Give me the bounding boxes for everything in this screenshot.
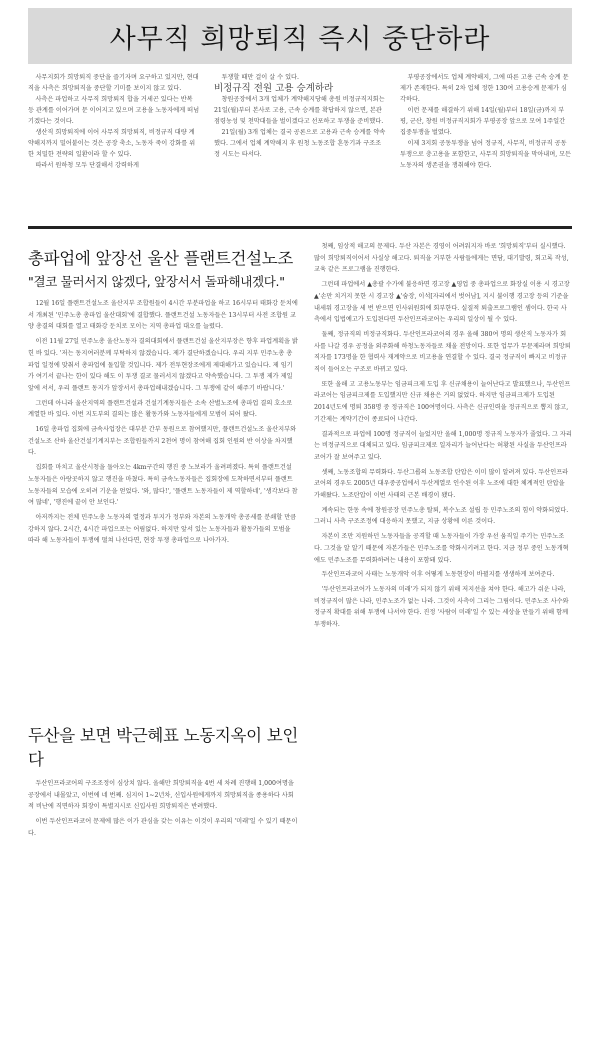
paragraph: 둘째, 정규직의 비정규직화다. 두산인프라코어의 경우 올해 380여 명의 생산직 노동자가 회사를 나갈 경우 공정을 외주화해 하청노동자들로 채울 전망이다. 또한 업무가 무문제라며 희망퇴직자를 173명을 한 협력사 재계약으로 비고용을 연결할 수 있다. 결국 정규직이 빠지고 비정규직이 들어오는 구조로 바뀌고 있다. xyxy=(314,330,571,374)
paragraph: 사측은 파업하고 사무직 희망퇴직 합을 거세곤 있다는 반복 등 관계를 이어가며 문 이어지고 있으며 고용을 노동자에게 떠넘기겠다는 것이다. xyxy=(28,96,200,125)
top-article-col3 xyxy=(400,72,572,222)
paragraph: '두산인프라코어가 노동자의 미래'가 되지 않기 위해 저지선을 쳐야 한다. 해고가 쉬운 나라, 비정규직이 많은 나라, 민주노조가 없는 나라. 그것이 사측이 그리는 그림이다. 민주노조 사수와 정규직 확대를 위해 투쟁에 나서야 한다. 진정 '사람이 미래'일 수 있는 세상을 만들기 위해 함께 투쟁하자. xyxy=(314,585,569,629)
banner-title: 사무직 희망퇴직 즉시 중단하라 xyxy=(109,23,491,55)
article-body-plant xyxy=(28,298,298,712)
paragraph: 그런데 파업에서 ▲총괄 수가에 불응하면 경고장 ▲영업 중 총파업으로 화장실 이용 시 경고장 ▲'손만 치거지 못한 시 경고장 ▲'숨장, 이석[자리에서 벗어남], 지시 불이행 경고장 등의 기준을 내세워 경고장을 세 번 받으면 인사위원회에 회부한다. 실질적 퇴출프로그램인 셈이다. 한국 사측에서 입법예고가 도입된다면 두산인프라코어는 우리의 일상이 될 수 있다. xyxy=(314,281,570,324)
left-column xyxy=(28,235,298,1056)
paragraph: 따라서 원하청 모두 단결해서 강력하게 xyxy=(35,162,139,169)
right-column xyxy=(314,235,572,1056)
paragraph: 두산인프라코어 사태는 노동개악 이후 어떻게 노동현장이 바뀔지를 생생하게 보여준다. xyxy=(321,571,555,579)
paragraph: 집회를 마치고 울산시청을 돌아오는 4km구간의 행진 중 노보라가 울려퍼졌다. 특히 플랜트건설 노동자들은 아랑곳하지 않고 행진을 마쳤다. 특히 금속노동자들은 집회장에 도착하면서부터 플랜트 노동자들의 모습에 오히려 기운을 얻었다. '와, 많다!', '플랜트 노동자들이 제 역할하네', '생각보다 참여 많네', '행진에 끝이 안 보인다.' xyxy=(28,464,298,507)
paragraph: 부평공장에서도 업체 계약해지, 그에 따른 고용 근속 승계 문제가 존재한다. 특히 2차 업체 정한 130여 고용승계 문제가 심각하다. xyxy=(400,74,569,103)
paragraph: 사무지회가 희망퇴직 중단을 즐기자며 요구하고 있지만, 현대직을 사측은 희망퇴직을 중단할 기미를 보이지 않고 있다. xyxy=(28,74,199,92)
paragraph: 결과적으로 파업에 100명 정규직이 늘었지만 올해 1,000명 정규직 노동자가 줄었다. 그 자리는 비정규직으로 대체되고 있다. 임금피크제로 일자리가 늘어난다는 허황된 사실을 두산인프라코어가 잘 보여주고 있다. xyxy=(314,430,572,461)
paragraph: 이번 두산인프라코어 문제에 많은 이가 관심을 갖는 이유는 이것이 우리의 '미래'일 수 있기 때문이다. xyxy=(28,818,298,837)
bottom-section xyxy=(28,235,572,1056)
paragraph: 또한 올해 고 고용노동부는 임금피크제 도입 후 신규채용이 늘어난다고 발표했으나, 두산인프라코어는 임금피크제를 도입했지만 신규 채용은 거의 없었다. 하지만 임금피크제가 도입된 2014년도에 명퇴 358명 중 정규직은 100여명이다. 사측은 신규인력을 정규직으로 뽑지 않고, 기간제는 계약기간이 종료되어 나간다. xyxy=(314,380,571,423)
paragraph: 16일 총파업 집회에 금속사업장은 대부분 간부 동원으로 참여했지만, 플랜트건설노조 울산지부와 건설노조 산하 울산건설기계지부는 조합원들까지 2천여 명이 참여해 집회 인원의 반 이상을 차지했다. xyxy=(28,426,297,457)
paragraph: 이제 3지회 공동투쟁을 넘어 정규직, 사무직, 비정규직 공동투쟁으로 충고용을 포함한고, 사무직 희망퇴직을 막아내며, 모든 노동자의 생존권을 쟁취해야 한다. xyxy=(400,140,572,169)
article-subheadline: "결코 물러서지 않겠다, 앞장서서 돌파해내겠다." xyxy=(28,274,285,289)
paragraph: 첫째, 임상적 해고의 문제다. 두산 자본은 경영이 어려워지자 바로 '희망퇴직'부터 실시했다. 많이 희망퇴직이어서 사실상 해고다. 퇴직을 거부한 사람들에게는 면담, 대기발령, 회고록 작성, 교육 같은 프로그램을 진행한다. xyxy=(314,243,569,274)
subheading: 비정규직 전원 고용 승계하라 xyxy=(214,83,334,94)
paragraph: 생산직 희망퇴직에 이어 사무직 희망퇴직, 비정규직 대량 계약해지까지 밀어붙이는 것은 공장 축소, 노동자 죽이 강화를 위한 치밀한 전략의 일환이라 할 수 있다. xyxy=(28,129,196,158)
paragraph: 그런데 아니라 울산지역의 플랜트건설과 건설기계동지들은 소속 산별노조에 총파업 결의 호소로 계열한 바 있다. 이번 지도부의 결의는 많은 활동가와 노동자들에게 모범이 되어 왔다. xyxy=(28,399,293,419)
article-headline: 총파업에 앞장선 울산 플랜트건설노조 xyxy=(28,249,294,268)
paragraph: 계속되는 한동 속에 창원공장 민주노총 탈퇴, 복수노조 설립 등 민주노조의 힘이 약화되었다. 그러니 사측 구조조정에 대응하지 못했고, 지금 상황에 이른 것이다. xyxy=(314,506,569,526)
top-article-col2 xyxy=(214,72,386,222)
article-body-continued xyxy=(314,241,572,1056)
paragraph: 투쟁할 때만 걸이 살 수 있다. xyxy=(221,74,299,81)
top-article-col1 xyxy=(28,72,200,222)
paragraph: 자본이 조만 지원하던 노동자들을 공격할 때 노동자들이 가장 우선 움직일 주기는 민주노조다. 그것을 알 알기 때문에 자본가들은 민주노조를 약화시키려고 한다. 지금 정부 중인 노동개혁에도 민주노조를 무력화하려는 내용이 포함돼 있다. xyxy=(314,533,569,564)
paragraph: 12월 16일 플랜트건설노조 울산지부 조합원들이 4시간 부분파업을 하고 16시부터 태화강 둔치에서 개최된 '민주노총 총파업 울산대회'에 결합했다. 플랜트건설 노동자들은 13시부터 사전 조합원 교양 총결의 대회를 열고 태화강 둔치로 모이는 지역 총파업 대오를 늘렸다. xyxy=(28,300,298,331)
article-headline-doosan: 두산을 보면 박근혜표 노동지옥이 보인다 xyxy=(28,726,299,769)
banner xyxy=(28,8,572,64)
paragraph: 이전 11월 27일 민주노총 울산노동자 결의대회에서 플랜트건설 울산지부장은 향후 파업계획을 밝힌 바 있다. '저는 동지여러분께 부탁하지 않겠습니다. 제가 결단하겠습니다. 우리 지부 민주노총 총파업 일정에 맞춰서 총파업에 돌입할 것입니다. 제가 전투현장조에게 제대해가고 있습니다. 제 임기가 여기서 끝나는 한이 있다 해도 이 투쟁 결코 물러서지 않겠다고 약속했습니다. 그 투쟁 제가 제일 앞에 서서, 우리 플랜트 동지가 앞장서서 총파업해내겠습니다. 그 투쟁에 같이 해주기 바랍니다.' xyxy=(28,338,298,392)
paragraph: 창원공장에서 3개 업체가 계약해지당해 총원 비정규직지회는 21일(월)부터 본사로 고용, 근속 승계를 확답하지 않으면, 본관 점령농성 및 천막대들을 벌이겠다고 선포하고 투쟁을 준비했다. xyxy=(214,96,385,125)
paragraph: 두산인프라코어의 구조조정이 심상치 않다. 올해만 희망퇴직을 4번 세 차례 진행해 1,000여명을 공장에서 내몰았고, 이번에 네 번째. 심지어 1~2년차, 신입사원에게까지 희망퇴직을 종용하다 사회적 비난에 직면하자 회장이 특별지시로 신입사원 희망퇴직은 반려했다. xyxy=(28,780,294,811)
article-body-doosan xyxy=(28,778,298,850)
section-divider xyxy=(28,226,572,229)
paragraph: 21일(월) 3개 업체는 결국 공론으로 고용과 근속 승계를 약속했다. 그에서 업체 계약해지 후 원청 노동조합 혼동기과 구조조정 시도는 타서다. xyxy=(214,129,386,158)
paragraph: 이런 문제를 해결하기 위해 14일(월)부터 18일(금)까지 부평, 군산, 창원 비정규직지회가 부평공장 앞으로 모여 1주일간 집중투쟁을 벌였다. xyxy=(400,107,566,136)
paragraph: 셋째, 노동조합의 무력화다. 두산그룹의 노동조합 탄압은 이미 많이 알려져 있다. 두산인프라코어의 경우도 2005년 대우중공업에서 두산계열로 인수된 이후 노조에 대한 체계적인 탄압을 가해왔다. 노조탄압이 이번 사태의 근본 배경이 됐다. xyxy=(314,468,569,500)
top-article xyxy=(28,72,572,222)
paragraph: 아저까지는 전체 민주노총 노동자의 열정과 투지가 정부와 자본의 노동개악 총공세를 분쇄할 만큼 강하지 않다. 2시간, 4시간 파업으로는 어림없다. 하지만 앞서 있는 노동자들과 활동가들의 모범을 따라 해 노동자들이 투쟁에 떨쳐 나선다면, 현장 투쟁 총파업으로 나아가자. xyxy=(28,513,297,545)
